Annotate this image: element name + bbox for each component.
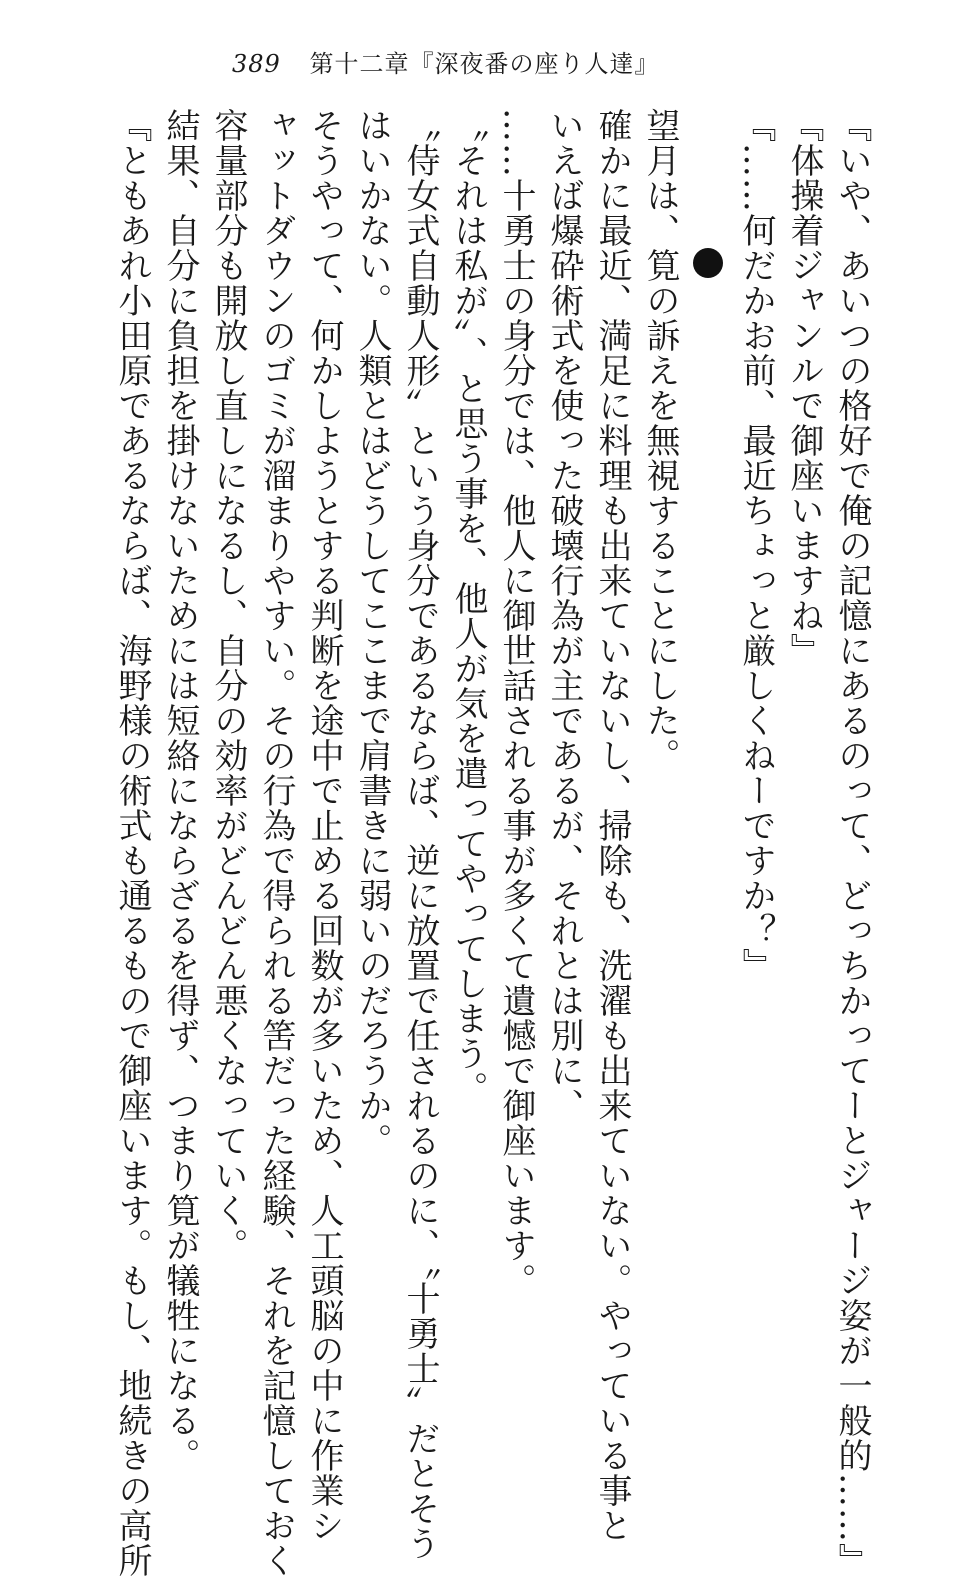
running-header: [232, 44, 659, 79]
section-break-bullet-icon: [693, 248, 723, 278]
chapter-title: 第十二章『深夜番の座り人達』: [309, 50, 660, 78]
text-line-2: 『体操着ジャンルで御座いますね』: [784, 108, 824, 668]
text-line-5: 確かに最近、満足に料理も出来ていないし、掃除も、洗濯も出来ていない。やっている事と: [592, 108, 632, 1543]
vertical-body-text: [108, 108, 876, 1578]
page-number: 389: [232, 50, 281, 78]
text-line-13: 容量部分も開放し直しになるし、自分の効率がどんどん悪くなっていく。: [208, 108, 248, 1263]
text-line-4: 望月は、筧の訴えを無視することにした。: [640, 108, 680, 773]
section-break: [684, 108, 732, 1328]
text-line-9: 〝侍女式自動人形〟という身分であるならば、逆に放置で任されるのに、〝十勇士〟だとそう: [400, 108, 440, 1561]
text-line-3: 『……何だかお前、最近ちょっと厳しくねーですか？』: [736, 108, 776, 983]
text-line-1: 『いや、あいつの格好で俺の記憶にあるのって、どっちかってーとジャージ姿が一般的……』: [832, 108, 872, 1578]
text-line-6: いえば爆砕術式を使った破壊行為が主であるが、それとは別に、: [544, 108, 584, 1123]
text-line-15: 『ともあれ小田原であるならば、海野様の術式も通るもので御座います。もし、地続きの高所: [112, 108, 152, 1578]
text-line-12: ャットダウンのゴミが溜まりやすい。その行為で得られる筈だった経験、それを記憶しておく: [256, 108, 296, 1578]
text-line-7: ……十勇士の身分では、他人に御世話される事が多くて遺憾で御座います。: [496, 108, 536, 1298]
text-line-11: そうやって、何かしようとする判断を途中で止める回数が多いため、人工頭脳の中に作業シ: [304, 108, 344, 1543]
text-line-8: 〝それは私が〟、と思う事を、他人が気を遣ってやってしまう。: [448, 108, 488, 1106]
text-line-10: はいかない。人類とはどうしてここまで肩書きに弱いのだろうか。: [352, 108, 392, 1158]
text-line-14: 結果、自分に負担を掛けないためには短絡にならざるを得ず、つまり筧が犠牲になる。: [160, 108, 200, 1473]
